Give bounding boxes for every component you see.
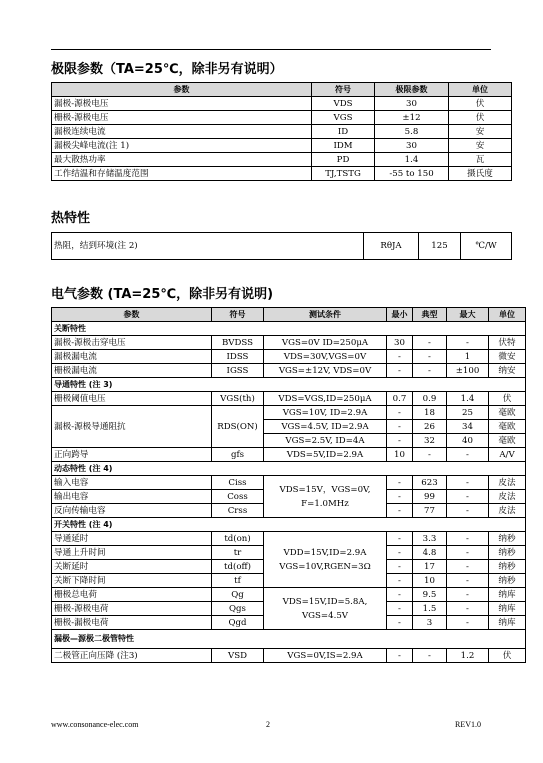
min-cell: - — [387, 504, 413, 518]
min-cell: - — [387, 476, 413, 490]
typ-cell: 18 — [413, 406, 447, 420]
value-cell: ±12 — [375, 111, 449, 125]
unit-cell: 纳秒 — [489, 574, 526, 588]
typ-cell: 32 — [413, 434, 447, 448]
condition-cell: VGS=4.5V, ID=2.9A — [264, 420, 387, 434]
symbol-cell: PD — [312, 153, 375, 167]
param-cell: 最大散热功率 — [52, 153, 312, 167]
param-cell: 漏极漏电流 — [52, 350, 212, 364]
symbol-cell: IDSS — [212, 350, 264, 364]
max-cell: 1.2 — [447, 649, 489, 663]
table-row — [52, 167, 512, 181]
param-cell: 导通上升时间 — [52, 546, 212, 560]
condition-cell: VGS=0V,IS=2.9A — [264, 649, 387, 663]
typ-cell: - — [413, 448, 447, 462]
symbol-cell: BVDSS — [212, 336, 264, 350]
max-cell: - — [447, 602, 489, 616]
unit-cell: 纳库 — [489, 602, 526, 616]
unit-cell: 皮法 — [489, 490, 526, 504]
typ-cell: 77 — [413, 504, 447, 518]
min-cell: - — [387, 364, 413, 378]
param-cell: 热阻，结到环境(注 2) — [52, 233, 364, 260]
condition-cell: VGS=±12V, VDS=0V — [264, 364, 387, 378]
table-row — [52, 111, 512, 125]
section-label: 导通特性 (注 3) — [52, 378, 526, 392]
unit-cell: 伏 — [489, 649, 526, 663]
param-cell: 栅极-源极电荷 — [52, 602, 212, 616]
min-cell: - — [387, 588, 413, 602]
col-header: 最大 — [447, 308, 489, 322]
table-row — [52, 336, 526, 350]
max-cell: - — [447, 504, 489, 518]
param-cell: 二极管正向压降 (注3) — [52, 649, 212, 663]
param-cell: 输入电容 — [52, 476, 212, 490]
typ-cell: 0.9 — [413, 392, 447, 406]
thermal-title: 热特性 — [51, 211, 91, 226]
unit-cell: 纳库 — [489, 616, 526, 630]
col-header: 典型 — [413, 308, 447, 322]
symbol-cell: RDS(ON) — [212, 406, 264, 448]
unit-cell: 纳秒 — [489, 532, 526, 546]
min-cell: - — [387, 560, 413, 574]
condition-cell: VDS=15V,ID=5.8A, VGS=4.5V — [264, 588, 387, 630]
min-cell: - — [387, 649, 413, 663]
param-cell: 漏极连续电流 — [52, 125, 312, 139]
col-header: 符号 — [312, 83, 375, 97]
value-cell: 5.8 — [375, 125, 449, 139]
max-cell: - — [447, 574, 489, 588]
table-row — [52, 448, 526, 462]
unit-cell: 伏特 — [489, 336, 526, 350]
symbol-cell: td(on) — [212, 532, 264, 546]
max-cell: 1.4 — [447, 392, 489, 406]
min-cell: - — [387, 406, 413, 420]
param-cell: 栅极漏电流 — [52, 364, 212, 378]
param-cell: 关断延时 — [52, 560, 212, 574]
typ-cell: 3.3 — [413, 532, 447, 546]
min-cell: - — [387, 434, 413, 448]
symbol-cell: Qgs — [212, 602, 264, 616]
typ-cell: 9.5 — [413, 588, 447, 602]
min-cell: - — [387, 616, 413, 630]
typ-cell: 26 — [413, 420, 447, 434]
col-header: 参数 — [52, 308, 212, 322]
symbol-cell: IGSS — [212, 364, 264, 378]
symbol-cell: RθJA — [364, 233, 419, 260]
unit-cell: 瓦 — [449, 153, 512, 167]
section-label: 漏极—源极二极管特性 — [52, 630, 526, 649]
param-cell: 漏极-源极击穿电压 — [52, 336, 212, 350]
typ-cell: 3 — [413, 616, 447, 630]
unit-cell: 纳秒 — [489, 546, 526, 560]
unit-cell: 毫欧 — [489, 406, 526, 420]
unit-cell: 安 — [449, 125, 512, 139]
param-cell: 工作结温和存储温度范围 — [52, 167, 312, 181]
condition-cell: VDD=15V,ID=2.9A VGS=10V,RGEN=3Ω — [264, 532, 387, 588]
symbol-cell: tr — [212, 546, 264, 560]
param-cell: 反向传输电容 — [52, 504, 212, 518]
symbol-cell: VSD — [212, 649, 264, 663]
symbol-cell: gfs — [212, 448, 264, 462]
table-row — [52, 406, 526, 420]
max-cell: ±100 — [447, 364, 489, 378]
table-row — [52, 364, 526, 378]
typ-cell: - — [413, 649, 447, 663]
param-cell: 漏极尖峰电流(注 1) — [52, 139, 312, 153]
typ-cell: 17 — [413, 560, 447, 574]
min-cell: - — [387, 546, 413, 560]
param-cell: 关断下降时间 — [52, 574, 212, 588]
param-cell: 栅极总电荷 — [52, 588, 212, 602]
thermal-table — [51, 232, 512, 260]
symbol-cell: IDM — [312, 139, 375, 153]
footer-website: www.consonance-elec.com — [51, 720, 139, 729]
col-header: 极限参数 — [375, 83, 449, 97]
col-header: 最小 — [387, 308, 413, 322]
min-cell: - — [387, 574, 413, 588]
unit-cell: A/V — [489, 448, 526, 462]
unit-cell: 纳安 — [489, 364, 526, 378]
col-header: 单位 — [449, 83, 512, 97]
param-cell: 导通延时 — [52, 532, 212, 546]
typ-cell: - — [413, 364, 447, 378]
electrical-title: 电气参数 (TA=25℃，除非另有说明) — [51, 287, 274, 302]
min-cell: 30 — [387, 336, 413, 350]
table-row — [52, 97, 512, 111]
typ-cell: 99 — [413, 490, 447, 504]
symbol-cell: VDS — [312, 97, 375, 111]
unit-cell: 纳库 — [489, 588, 526, 602]
symbol-cell: Ciss — [212, 476, 264, 490]
col-header: 参数 — [52, 83, 312, 97]
max-cell: - — [447, 588, 489, 602]
section-label: 关断特性 — [52, 322, 526, 336]
min-cell: - — [387, 420, 413, 434]
unit-cell: 摄氏度 — [449, 167, 512, 181]
condition-cell: VDS=30V,VGS=0V — [264, 350, 387, 364]
table-row — [52, 476, 526, 490]
top-rule — [51, 49, 491, 50]
min-cell: - — [387, 602, 413, 616]
max-cell: - — [447, 490, 489, 504]
section-row — [52, 378, 526, 392]
typ-cell: - — [413, 350, 447, 364]
condition-cell: VDS=15V，VGS=0V, F=1.0MHz — [264, 476, 387, 518]
value-cell: 125 — [419, 233, 461, 260]
min-cell: - — [387, 532, 413, 546]
typ-cell: 10 — [413, 574, 447, 588]
section-row — [52, 518, 526, 532]
min-cell: 0.7 — [387, 392, 413, 406]
max-cell: - — [447, 546, 489, 560]
max-cell: 25 — [447, 406, 489, 420]
max-cell: - — [447, 560, 489, 574]
unit-cell: 伏 — [449, 97, 512, 111]
symbol-cell: Qgd — [212, 616, 264, 630]
table-row — [52, 392, 526, 406]
condition-cell: VGS=0V ID=250μA — [264, 336, 387, 350]
condition-cell: VGS=2.5V, ID=4A — [264, 434, 387, 448]
symbol-cell: TJ,TSTG — [312, 167, 375, 181]
max-cell: - — [447, 448, 489, 462]
max-cell: 34 — [447, 420, 489, 434]
symbol-cell: Coss — [212, 490, 264, 504]
section-label: 动态特性 (注 4) — [52, 462, 526, 476]
min-cell: 10 — [387, 448, 413, 462]
table-row — [52, 139, 512, 153]
param-cell: 漏极-源极导通阻抗 — [52, 406, 212, 448]
electrical-table — [51, 307, 526, 663]
param-cell: 漏极-源极电压 — [52, 97, 312, 111]
param-cell: 正向跨导 — [52, 448, 212, 462]
table-row — [52, 532, 526, 546]
unit-cell: 伏 — [489, 392, 526, 406]
revision-label: REV1.0 — [455, 720, 481, 729]
col-header: 测试条件 — [264, 308, 387, 322]
table-header-row — [52, 308, 526, 322]
section-row — [52, 322, 526, 336]
max-cell: - — [447, 532, 489, 546]
value-cell: 30 — [375, 139, 449, 153]
param-cell: 输出电容 — [52, 490, 212, 504]
typ-cell: 623 — [413, 476, 447, 490]
table-row — [52, 125, 512, 139]
table-row — [52, 649, 526, 663]
table-row — [52, 233, 512, 260]
value-cell: 30 — [375, 97, 449, 111]
table-row — [52, 350, 526, 364]
section-row — [52, 630, 526, 649]
section-label: 开关特性 (注 4) — [52, 518, 526, 532]
unit-cell: 皮法 — [489, 504, 526, 518]
symbol-cell: VGS — [312, 111, 375, 125]
max-cell: 40 — [447, 434, 489, 448]
symbol-cell: ID — [312, 125, 375, 139]
max-cell: - — [447, 616, 489, 630]
symbol-cell: Qg — [212, 588, 264, 602]
unit-cell: 微安 — [489, 350, 526, 364]
min-cell: - — [387, 350, 413, 364]
table-row — [52, 588, 526, 602]
symbol-cell: tf — [212, 574, 264, 588]
value-cell: -55 to 150 — [375, 167, 449, 181]
col-header: 单位 — [489, 308, 526, 322]
abs-max-title: 极限参数（TA=25℃，除非另有说明） — [51, 62, 283, 77]
min-cell: - — [387, 490, 413, 504]
page-number: 2 — [266, 720, 270, 729]
table-header-row — [52, 83, 512, 97]
value-cell: 1.4 — [375, 153, 449, 167]
symbol-cell: td(off) — [212, 560, 264, 574]
param-cell: 栅极-漏极电荷 — [52, 616, 212, 630]
col-header: 符号 — [212, 308, 264, 322]
typ-cell: 1.5 — [413, 602, 447, 616]
max-cell: - — [447, 336, 489, 350]
abs-max-table — [51, 82, 512, 181]
param-cell: 栅极阈值电压 — [52, 392, 212, 406]
condition-cell: VDS=VGS,ID=250μA — [264, 392, 387, 406]
typ-cell: 4.8 — [413, 546, 447, 560]
unit-cell: 毫欧 — [489, 420, 526, 434]
symbol-cell: VGS(th) — [212, 392, 264, 406]
param-cell: 栅极-源极电压 — [52, 111, 312, 125]
max-cell: - — [447, 476, 489, 490]
table-row — [52, 153, 512, 167]
unit-cell: 毫欧 — [489, 434, 526, 448]
unit-cell: 伏 — [449, 111, 512, 125]
unit-cell: 安 — [449, 139, 512, 153]
condition-cell: VDS=5V,ID=2.9A — [264, 448, 387, 462]
section-row — [52, 462, 526, 476]
unit-cell: 皮法 — [489, 476, 526, 490]
unit-cell: ℃/W — [461, 233, 512, 260]
condition-cell: VGS=10V, ID=2.9A — [264, 406, 387, 420]
unit-cell: 纳秒 — [489, 560, 526, 574]
typ-cell: - — [413, 336, 447, 350]
max-cell: 1 — [447, 350, 489, 364]
symbol-cell: Crss — [212, 504, 264, 518]
